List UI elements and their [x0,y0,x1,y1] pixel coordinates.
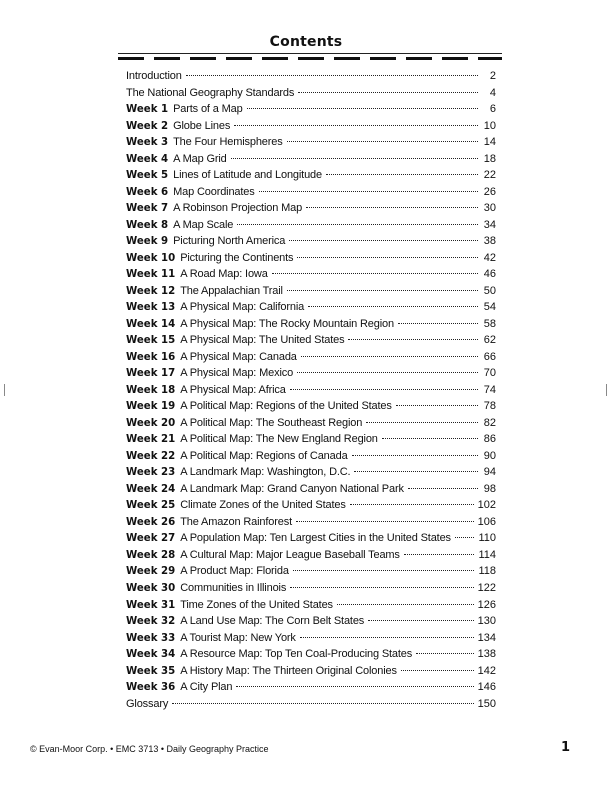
toc-page-number: 34 [483,218,496,231]
table-of-contents [126,68,496,712]
toc-entry-title: A Population Map: Ten Largest Cities in the United States [180,532,451,545]
toc-dot-leader [416,653,474,654]
toc-entry [126,497,496,514]
toc-week-label: Week 12 [126,285,176,297]
toc-page-number: 10 [483,119,496,132]
toc-entry [126,167,496,184]
toc-dot-leader [236,686,473,687]
toc-page-number: 42 [483,251,496,264]
toc-week-label: Week 27 [126,533,176,545]
toc-entry [126,200,496,217]
toc-page-number: 14 [483,136,496,149]
toc-week-label: Week 22 [126,450,176,462]
toc-entry-title: Glossary [126,697,169,710]
toc-dot-leader [366,422,478,423]
toc-entry [126,679,496,696]
toc-entry-title: A Political Map: Regions of Canada [180,449,348,462]
toc-page-number: 62 [483,334,496,347]
toc-entry [126,597,496,614]
toc-page-number: 54 [483,301,496,314]
toc-page-number: 106 [477,515,496,528]
toc-entry-title: A Physical Map: Canada [180,350,297,363]
toc-week-label: Week 6 [126,186,169,198]
toc-entry-title: A Physical Map: The United States [180,334,345,347]
toc-week-label: Week 32 [126,616,176,628]
toc-dot-leader [368,620,473,621]
toc-week-label: Week 8 [126,219,169,231]
toc-week-label: Week 7 [126,203,169,215]
toc-dot-leader [455,537,475,538]
toc-dot-leader [297,257,478,258]
footer-credit: © Evan-Moor Corp. • EMC 3713 • Daily Geography Practice [30,744,269,754]
toc-dot-leader [290,587,473,588]
crop-mark-left [4,384,5,396]
toc-week-label: Week 23 [126,467,176,479]
toc-dot-leader [350,504,474,505]
toc-page-number: 46 [483,268,496,281]
toc-dot-leader [296,521,474,522]
toc-entry-title: The National Geography Standards [126,86,295,99]
toc-week-label: Week 30 [126,582,176,594]
toc-week-label: Week 24 [126,483,176,495]
toc-entry [126,481,496,498]
toc-entry [126,118,496,135]
toc-entry [126,563,496,580]
toc-week-label: Week 14 [126,318,176,330]
toc-dot-leader [287,290,478,291]
toc-week-label: Week 2 [126,120,169,132]
toc-page-number: 2 [489,70,496,82]
toc-entry [126,415,496,432]
toc-entry-title: The Amazon Rainforest [180,515,293,528]
toc-entry [126,530,496,547]
toc-dot-leader [293,570,475,571]
toc-entry-title: Picturing the Continents [180,251,294,264]
toc-week-label: Week 9 [126,236,169,248]
toc-entry-title: A Physical Map: California [180,301,305,314]
toc-dot-leader [348,339,478,340]
toc-page-number: 146 [477,681,496,694]
toc-week-label: Week 33 [126,632,176,644]
toc-dot-leader [298,92,478,93]
toc-dot-leader [237,224,478,225]
toc-page-number: 78 [483,400,496,413]
toc-week-label: Week 29 [126,566,176,578]
toc-week-label: Week 13 [126,302,176,314]
crop-mark-right [606,384,607,396]
toc-dot-leader [172,703,473,704]
toc-page-number: 26 [483,185,496,198]
toc-week-label: Week 19 [126,401,176,413]
toc-entry-title: The Four Hemispheres [173,136,283,149]
toc-dot-leader [297,372,478,373]
toc-entry-title: Lines of Latitude and Longitude [173,169,322,182]
toc-week-label: Week 36 [126,682,176,694]
page-title: Contents [269,34,343,50]
toc-dot-leader [308,306,478,307]
toc-week-label: Week 35 [126,665,176,677]
toc-dot-leader [382,438,478,439]
toc-page-number: 126 [477,598,496,611]
toc-dot-leader [287,141,478,142]
toc-entry-title: A Physical Map: Mexico [180,367,294,380]
toc-page-number: 122 [477,581,496,594]
toc-dot-leader [186,75,478,76]
toc-week-label: Week 1 [126,104,169,116]
toc-entry-title: Climate Zones of the United States [180,499,346,512]
toc-page-number: 6 [489,103,496,116]
toc-entry [126,283,496,300]
toc-entry-title: A Map Scale [173,218,234,231]
toc-week-label: Week 4 [126,153,169,165]
toc-page-number: 38 [483,235,496,248]
toc-dot-leader [354,471,478,472]
toc-dot-leader [306,207,478,208]
toc-entry-title: Globe Lines [173,119,231,132]
toc-entry-title: A Physical Map: Africa [180,383,286,396]
toc-page-number: 70 [483,367,496,380]
toc-entry-title: Time Zones of the United States [180,598,333,611]
toc-dot-leader [337,604,474,605]
toc-week-label: Week 28 [126,549,176,561]
toc-entry-title: A Tourist Map: New York [180,631,296,644]
toc-dot-leader [231,158,478,159]
toc-page-number: 98 [483,482,496,495]
toc-page-number: 4 [489,86,496,99]
toc-week-label: Week 18 [126,384,176,396]
toc-page-number: 134 [477,631,496,644]
toc-dot-leader [401,670,474,671]
toc-entry-title: A City Plan [180,681,233,694]
title-rule-thin [118,53,502,54]
toc-entry [126,184,496,201]
toc-entry [126,250,496,267]
toc-page-number: 18 [483,152,496,165]
toc-entry [126,696,496,713]
toc-dot-leader [300,637,474,638]
toc-entry-title: A Cultural Map: Major League Baseball Teams [180,548,400,561]
toc-entry [126,299,496,316]
toc-entry-title: A Map Grid [173,152,227,165]
toc-page-number: 130 [477,615,496,628]
toc-dot-leader [290,389,478,390]
toc-entry-title: A Robinson Projection Map [173,202,303,215]
toc-week-label: Week 31 [126,599,176,611]
toc-entry-title: A Landmark Map: Washington, D.C. [180,466,351,479]
toc-entry [126,580,496,597]
toc-dot-leader [404,554,475,555]
toc-page-number: 86 [483,433,496,446]
toc-week-label: Week 5 [126,170,169,182]
toc-page-number: 22 [483,169,496,182]
toc-page-number: 74 [483,383,496,396]
toc-page-number: 118 [478,565,496,578]
toc-dot-leader [247,108,478,109]
toc-entry [126,365,496,382]
toc-page-number: 94 [483,466,496,479]
toc-dot-leader [289,240,478,241]
toc-entry-title: A Resource Map: Top Ten Coal-Producing States [180,648,413,661]
toc-week-label: Week 34 [126,649,176,661]
toc-dot-leader [408,488,478,489]
toc-entry-title: A Land Use Map: The Corn Belt States [180,615,365,628]
toc-entry-title: Map Coordinates [173,185,255,198]
page-number: 1 [560,740,570,755]
toc-week-label: Week 3 [126,137,169,149]
toc-entry [126,382,496,399]
toc-dot-leader [234,125,478,126]
toc-entry [126,134,496,151]
toc-entry [126,217,496,234]
toc-entry-title: A Political Map: The New England Region [180,433,378,446]
toc-page-number: 114 [478,548,496,561]
toc-dot-leader [396,405,478,406]
toc-week-label: Week 10 [126,252,176,264]
toc-entry [126,613,496,630]
toc-entry-title: Parts of a Map [173,103,243,116]
toc-entry [126,101,496,118]
toc-page-number: 102 [477,499,496,512]
toc-page-number: 138 [477,648,496,661]
toc-entry [126,151,496,168]
toc-entry [126,68,496,85]
toc-page-number: 110 [478,532,496,545]
toc-entry-title: The Appalachian Trail [180,284,283,297]
toc-page-number: 30 [483,202,496,215]
toc-entry [126,448,496,465]
toc-entry [126,233,496,250]
toc-page-number: 66 [483,350,496,363]
toc-entry [126,547,496,564]
toc-entry [126,663,496,680]
toc-week-label: Week 11 [126,269,176,281]
toc-entry [126,85,496,102]
toc-entry [126,646,496,663]
toc-entry-title: Picturing North America [173,235,286,248]
toc-entry [126,266,496,283]
toc-dot-leader [352,455,478,456]
toc-dot-leader [326,174,478,175]
toc-dot-leader [301,356,478,357]
toc-page-number: 58 [483,317,496,330]
toc-page-number: 50 [483,284,496,297]
toc-entry-title: A Political Map: The Southeast Region [180,416,363,429]
toc-entry [126,398,496,415]
toc-entry [126,431,496,448]
toc-week-label: Week 15 [126,335,176,347]
toc-entry-title: A Product Map: Florida [180,565,289,578]
toc-entry [126,514,496,531]
toc-dot-leader [259,191,478,192]
toc-page-number: 142 [477,664,496,677]
toc-page-number: 150 [477,697,496,710]
toc-dot-leader [398,323,478,324]
toc-entry-title: A Political Map: Regions of the United States [180,400,392,413]
toc-entry-title: Communities in Illinois [180,581,287,594]
toc-entry [126,332,496,349]
toc-page-number: 82 [483,416,496,429]
toc-entry [126,316,496,333]
title-rule-dashed [118,57,502,60]
toc-entry [126,464,496,481]
toc-week-label: Week 21 [126,434,176,446]
toc-entry-title: A Landmark Map: Grand Canyon National Park [180,482,404,495]
toc-entry [126,349,496,366]
toc-week-label: Week 16 [126,351,176,363]
toc-page-number: 90 [483,449,496,462]
toc-week-label: Week 25 [126,500,176,512]
toc-week-label: Week 17 [126,368,176,380]
toc-week-label: Week 20 [126,417,176,429]
toc-entry-title: Introduction [126,70,182,82]
toc-entry-title: A History Map: The Thirteen Original Colonies [180,664,397,677]
toc-entry-title: A Road Map: Iowa [180,268,268,281]
toc-dot-leader [272,273,478,274]
toc-week-label: Week 26 [126,516,176,528]
toc-entry-title: A Physical Map: The Rocky Mountain Region [180,317,394,330]
toc-entry [126,630,496,647]
